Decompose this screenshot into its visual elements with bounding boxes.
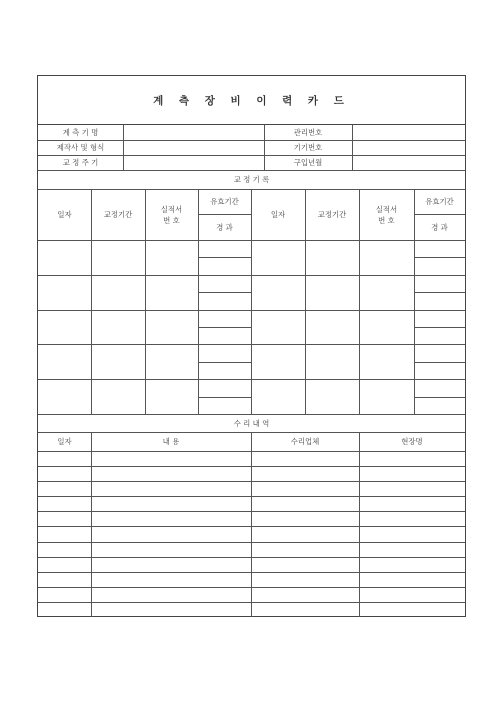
- divider: [123, 125, 124, 170]
- grid-line: [91, 189, 92, 414]
- grid-line: [414, 362, 465, 363]
- header-certificate-line1: 실적서: [160, 204, 183, 214]
- header-institution: 교정기간: [317, 210, 347, 219]
- grid-line: [145, 189, 146, 414]
- divider: [38, 140, 465, 141]
- grid-line: [198, 327, 251, 328]
- grid-line: [198, 292, 251, 293]
- grid-line: [414, 397, 465, 398]
- label-management-number: 관리번호: [293, 128, 323, 137]
- divider: [38, 155, 465, 156]
- label-manufacturer-model: 제작사 및 형식: [56, 143, 105, 152]
- header-certificate-line2: 번 호: [378, 215, 395, 225]
- header-validity-period: 유효기간: [210, 197, 239, 206]
- grid-line: [198, 257, 251, 258]
- header-institution: 교정기간: [103, 210, 133, 219]
- header-result: 경 과: [431, 222, 448, 232]
- repair-header-content: 내 용: [162, 437, 180, 446]
- repair-section-title: 수 리 내 역: [233, 418, 270, 428]
- card-title: 계 측 장 비 이 력 카 드: [38, 76, 465, 125]
- header-result: 경 과: [216, 222, 233, 232]
- grid-line: [414, 292, 465, 293]
- grid-line: [198, 397, 251, 398]
- grid-line: [359, 189, 360, 414]
- grid-line: [414, 189, 415, 414]
- header-certificate-number: [145, 189, 198, 240]
- grid-line: [305, 189, 306, 414]
- repair-header-inspector: 현장명: [401, 437, 423, 446]
- grid-line: [359, 432, 360, 617]
- grid-line: [91, 432, 92, 617]
- header-certificate-line1: 실적서: [375, 204, 398, 214]
- label-device-number: 기기번호: [293, 143, 323, 152]
- divider: [264, 125, 265, 170]
- repair-header-company: 수리업체: [290, 437, 320, 446]
- header-date: 일자: [270, 210, 286, 219]
- label-calibration-cycle: 교 정 주 기: [62, 158, 99, 167]
- repair-header-date: 일자: [57, 437, 72, 446]
- label-purchase-date: 구입년월: [293, 158, 323, 167]
- grid-line: [198, 362, 251, 363]
- divider: [198, 214, 251, 215]
- grid-line: [251, 432, 252, 617]
- divider: [352, 125, 353, 170]
- grid-line: [198, 189, 199, 414]
- header-certificate-line2: 번 호: [163, 215, 180, 225]
- header-validity-period: 유효기간: [425, 197, 454, 206]
- header-date: 일자: [57, 210, 72, 219]
- calibration-section-title: 교 정 기 록: [233, 175, 270, 184]
- label-instrument-name: 계 측 기 명: [62, 128, 99, 137]
- divider: [414, 214, 465, 215]
- header-certificate-number: [359, 189, 414, 240]
- equipment-history-card: [37, 75, 466, 617]
- grid-line: [251, 189, 252, 414]
- grid-line: [414, 257, 465, 258]
- grid-line: [414, 327, 465, 328]
